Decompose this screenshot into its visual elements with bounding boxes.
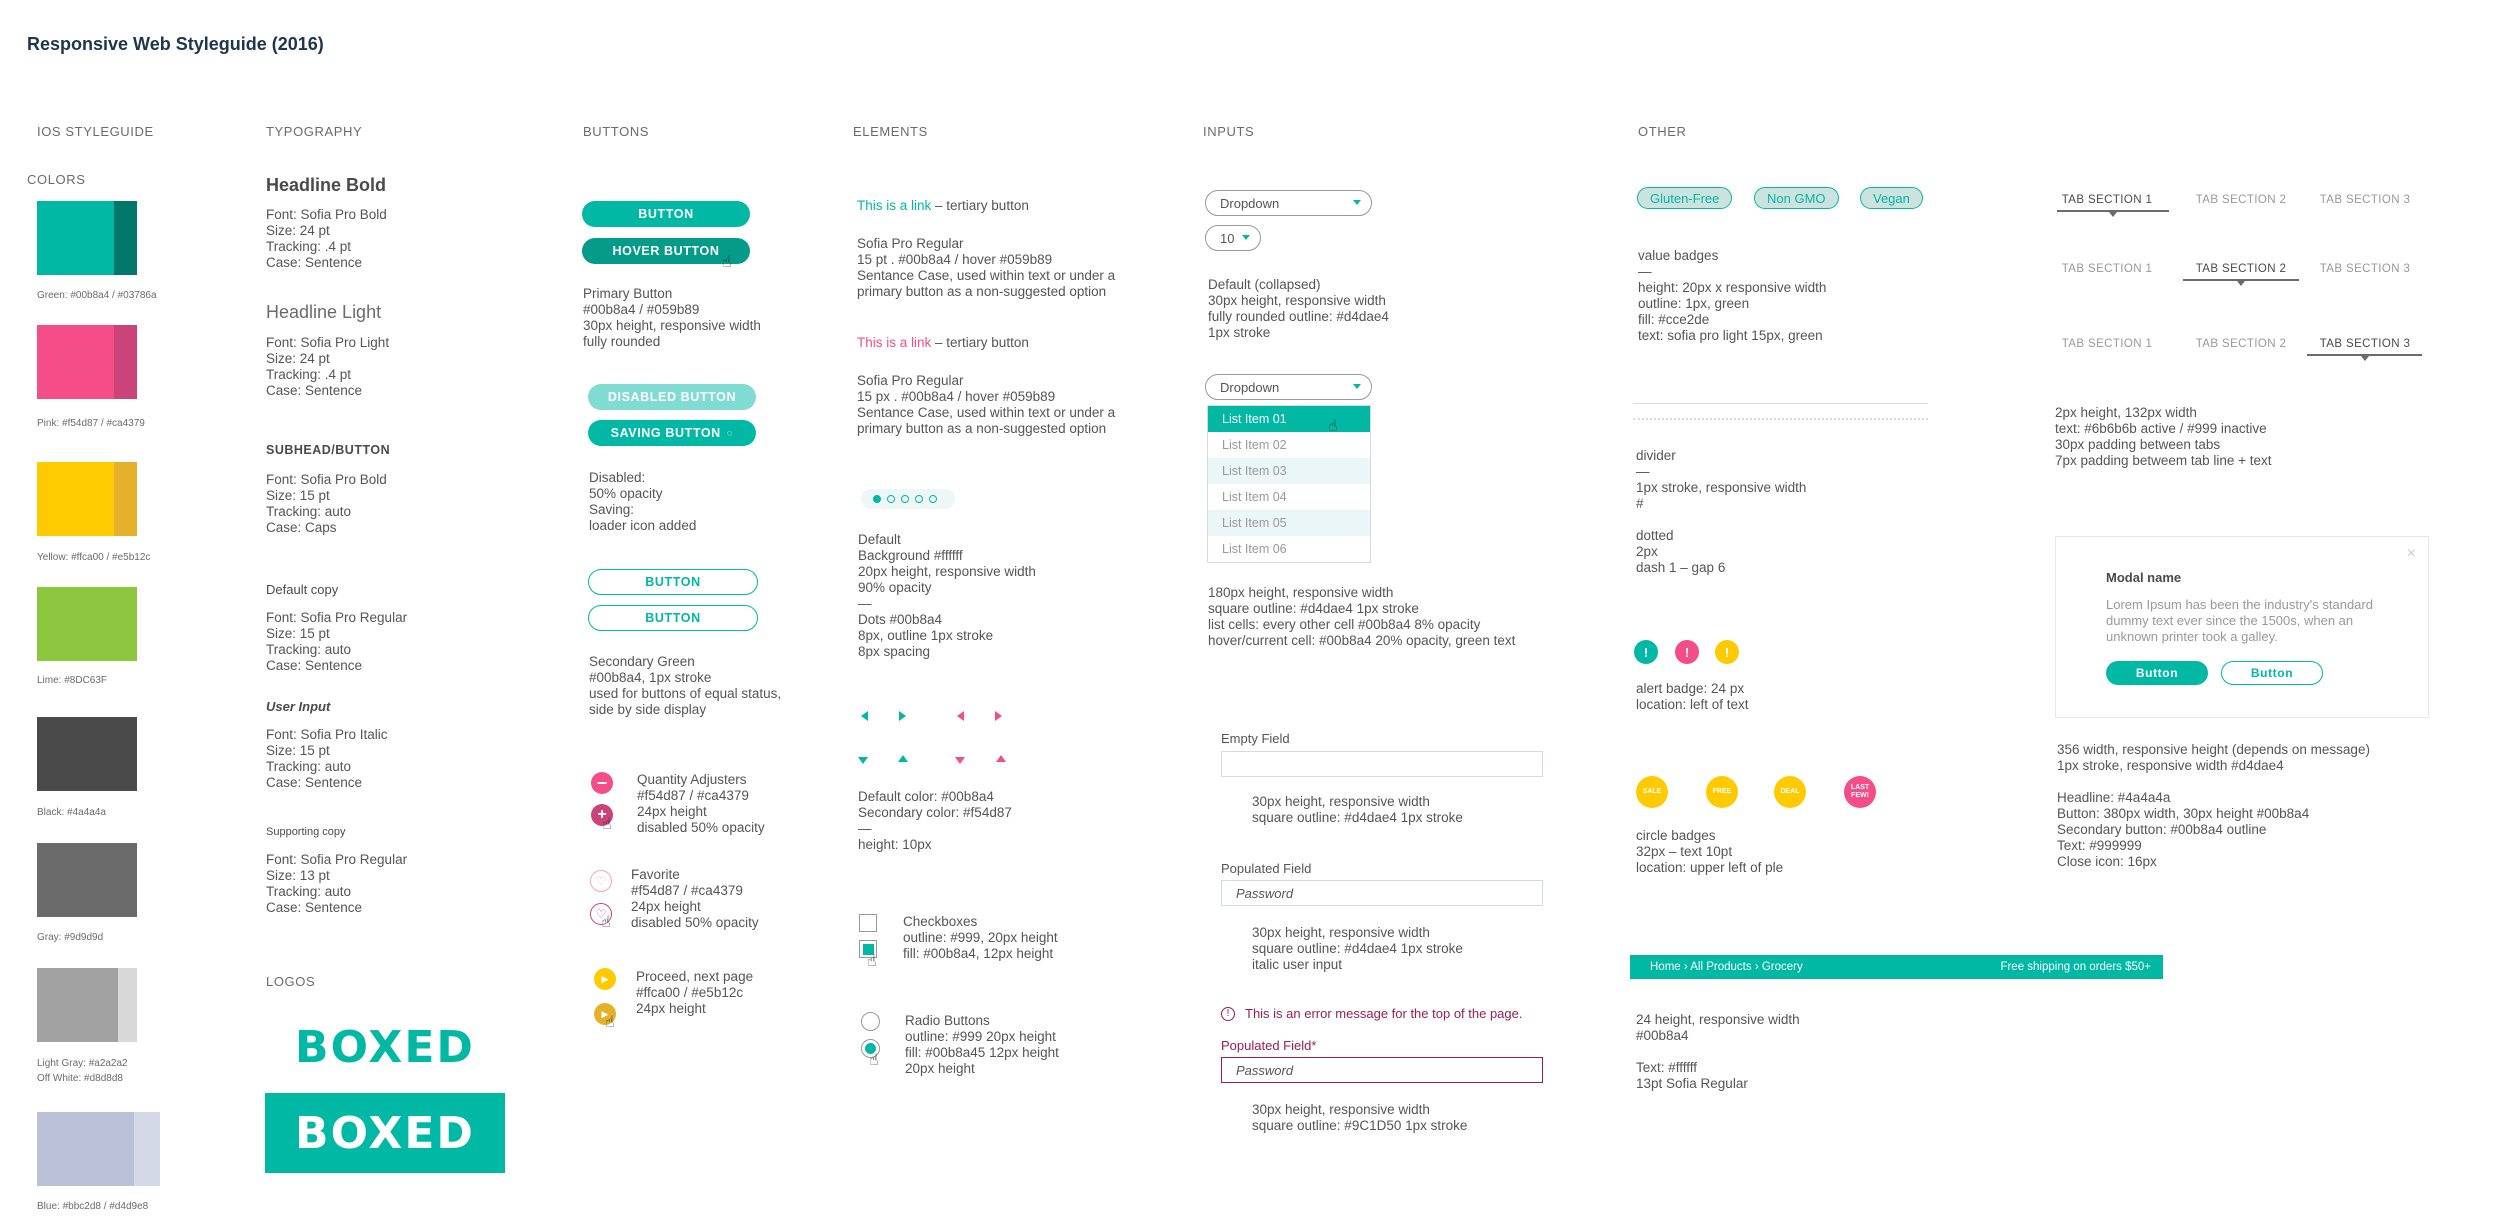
link-row-green bbox=[857, 198, 1029, 213]
plus-icon[interactable]: + bbox=[591, 804, 613, 826]
swatch-blue-accent bbox=[134, 1112, 160, 1186]
cursor-hand-icon: ☝ bbox=[602, 816, 612, 833]
cursor-hand-icon: ☝ bbox=[722, 254, 732, 271]
last-few-badge: LAST FEW! bbox=[1844, 776, 1876, 808]
column-header-elements: ELEMENTS bbox=[853, 124, 928, 139]
tab-section-1[interactable]: TAB SECTION 1 bbox=[2061, 338, 2153, 350]
typo-user-input: User Input bbox=[266, 699, 331, 714]
dropdown-value: Dropdown bbox=[1220, 379, 1280, 395]
dropdown-select[interactable] bbox=[1205, 190, 1372, 216]
error-field-spec: 30px height, responsive width square outline: #9C1D50 1px stroke bbox=[1252, 1102, 1468, 1133]
tab-notch-icon bbox=[2237, 281, 2245, 286]
tab-section-3[interactable]: TAB SECTION 3 bbox=[2319, 263, 2411, 275]
list-item[interactable]: List Item 06 bbox=[1222, 542, 1287, 556]
value-badge: Gluten-Free bbox=[1637, 187, 1732, 209]
tab-section-3[interactable]: TAB SECTION 3 bbox=[2319, 338, 2411, 350]
proceed-spec: Proceed, next page #ffca00 / #e5b12c 24px height bbox=[636, 969, 754, 1016]
breadcrumb-banner bbox=[1630, 955, 2163, 979]
pagination-dots[interactable] bbox=[861, 489, 955, 509]
error-password-field[interactable]: Password bbox=[1221, 1057, 1543, 1083]
page-title: Responsive Web Styleguide (2016) bbox=[27, 34, 324, 54]
swatch-black-main bbox=[37, 717, 137, 791]
column-header-ios: IOS STYLEGUIDE bbox=[37, 124, 154, 139]
swatch-lightgray bbox=[37, 968, 137, 1042]
typo-headline-bold-spec: Font: Sofia Pro Bold Size: 24 pt Tracking: .4 pt Case: Sentence bbox=[266, 207, 387, 270]
tab-section-2[interactable]: TAB SECTION 2 bbox=[2195, 338, 2287, 350]
swatch-label: Gray: #9d9d9d bbox=[37, 932, 104, 943]
play-icon[interactable]: ▶ bbox=[594, 968, 616, 990]
cursor-hand-icon: ☝ bbox=[605, 1014, 615, 1031]
swatch-label: Off White: #d8d8d8 bbox=[37, 1073, 123, 1084]
swatch-gray-main bbox=[37, 843, 137, 917]
cursor-hand-icon: ☝ bbox=[867, 953, 877, 970]
tab-section-3[interactable]: TAB SECTION 3 bbox=[2319, 194, 2411, 206]
radio-unselected[interactable] bbox=[861, 1012, 880, 1031]
empty-field-label: Empty Field bbox=[1221, 731, 1290, 746]
arrow-right-icon[interactable] bbox=[899, 711, 906, 721]
swatch-green-main bbox=[37, 201, 114, 275]
typo-headline-light: Headline Light bbox=[266, 302, 382, 322]
alert-badge-icon: ! bbox=[1715, 640, 1739, 664]
modal-title: Modal name bbox=[2106, 570, 2182, 585]
arrow-up-icon[interactable] bbox=[898, 755, 908, 762]
list-item[interactable]: List Item 05 bbox=[1208, 510, 1370, 536]
typo-default-copy: Default copy bbox=[266, 582, 339, 597]
heart-icon[interactable]: ♡ bbox=[590, 903, 612, 925]
tab-notch-icon bbox=[2361, 356, 2369, 361]
arrow-down-icon[interactable] bbox=[955, 757, 965, 764]
disabled-button-spec: Disabled: 50% opacity Saving: loader icon added bbox=[589, 470, 697, 533]
swatch-yellow-main bbox=[37, 462, 114, 536]
dropdown-value: Dropdown bbox=[1220, 195, 1280, 211]
arrow-left-icon[interactable] bbox=[861, 711, 868, 721]
quantity-adjusters-spec: Quantity Adjusters #f54d87 / #ca4379 24px height disabled 50% opacity bbox=[637, 772, 765, 835]
boxed-logo-text: BOXED bbox=[295, 1107, 475, 1159]
logos-label: LOGOS bbox=[266, 974, 316, 989]
list-item[interactable]: List Item 02 bbox=[1222, 438, 1287, 452]
link-pink-spec: Sofia Pro Regular 15 px . #00b8a4 / hover #059b89 Sentance Case, used within text or under a primary button as a non-suggested option bbox=[857, 373, 1116, 436]
banner-spec: 24 height, responsive width #00b8a4 Text: #ffffff 13pt Sofia Regular bbox=[1636, 1012, 1800, 1091]
typo-user-input-spec: Font: Sofia Pro Italic Size: 15 pt Tracking: auto Case: Sentence bbox=[266, 727, 388, 790]
typo-headline-light-spec: Font: Sofia Pro Light Size: 24 pt Tracking: .4 pt Case: Sentence bbox=[266, 335, 390, 398]
swatch-label: Lime: #8DC63F bbox=[37, 675, 108, 686]
swatch-label: Pink: #f54d87 / #ca4379 bbox=[37, 418, 145, 429]
swatch-label: Blue: #bbc2d8 / #d4d9e8 bbox=[37, 1201, 149, 1212]
column-header-typography: TYPOGRAPHY bbox=[266, 124, 363, 139]
tab-section-2[interactable]: TAB SECTION 2 bbox=[2195, 194, 2287, 206]
list-item[interactable]: List Item 03 bbox=[1208, 458, 1370, 484]
modal-primary-button[interactable]: Button bbox=[2106, 661, 2208, 685]
shipping-promo[interactable]: Free shipping on orders $50+ bbox=[2000, 961, 2151, 973]
minus-icon[interactable]: − bbox=[591, 772, 613, 794]
swatch-label: Light Gray: #a2a2a2 bbox=[37, 1058, 128, 1069]
play-icon[interactable]: ▶ bbox=[594, 1003, 616, 1025]
saving-button-label: SAVING BUTTON bbox=[610, 426, 721, 440]
dot-icon[interactable] bbox=[915, 495, 923, 503]
heart-icon[interactable]: ♡ bbox=[590, 870, 612, 892]
typo-default-copy-spec: Font: Sofia Pro Regular Size: 15 pt Tracking: auto Case: Sentence bbox=[266, 610, 408, 673]
tab-notch-icon bbox=[2109, 212, 2117, 217]
value-badge: Non GMO bbox=[1754, 187, 1839, 209]
empty-field[interactable] bbox=[1221, 751, 1543, 777]
swatch-lime bbox=[37, 587, 137, 661]
sale-badge: SALE bbox=[1636, 776, 1668, 808]
colors-label: COLORS bbox=[27, 172, 86, 187]
modal-body: Lorem Ipsum has been the industry's standard dummy text ever since the 1500s, when an unknown printer took a galley. bbox=[2106, 597, 2373, 644]
tabs-spec: 2px height, 132px width text: #6b6b6b active / #999 inactive 30px padding between tabs 7px padding betweem tab line + text bbox=[2055, 405, 2272, 468]
typo-subhead: SUBHEAD/BUTTON bbox=[266, 443, 391, 457]
modal-spec: 356 width, responsive height (depends on message) 1px stroke, responsive width #d4dae4 Headline: #4a4a4a Button: 380px width, 30px height #00b8a4 Secondary button: #00b8a4 outline Text: #999999 Close icon: 16px bbox=[2057, 742, 2370, 869]
dropdown-open[interactable] bbox=[1205, 374, 1372, 400]
error-field-label: Populated Field* bbox=[1221, 1038, 1317, 1053]
arrow-left-icon[interactable] bbox=[957, 711, 964, 721]
disabled-button[interactable]: DISABLED BUTTON bbox=[588, 384, 756, 410]
populated-field-label: Populated Field bbox=[1221, 861, 1312, 876]
favorite-spec: Favorite #f54d87 / #ca4379 24px height disabled 50% opacity bbox=[631, 867, 759, 930]
error-icon: ! bbox=[1221, 1007, 1235, 1021]
value-badges-spec: value badges — height: 20px x responsive width outline: 1px, green fill: #cce2de text: sofia pro light 15px, green bbox=[1638, 248, 1827, 343]
swatch-blue bbox=[37, 1112, 160, 1186]
secondary-button-spec: Secondary Green #00b8a4, 1px stroke used for buttons of equal status, side by side display bbox=[589, 654, 782, 717]
cursor-hand-icon: ☝ bbox=[869, 1052, 879, 1069]
tab-section-1[interactable]: TAB SECTION 1 bbox=[2061, 194, 2153, 206]
swatch-label: Black: #4a4a4a bbox=[37, 807, 106, 818]
password-field[interactable]: Password bbox=[1221, 880, 1543, 906]
swatch-black bbox=[37, 717, 137, 791]
link-green-spec: Sofia Pro Regular 15 pt . #00b8a4 / hover #059b89 Sentance Case, used within text or under a primary button as a non-suggested option bbox=[857, 236, 1116, 299]
error-message-text: This is an error message for the top of the page. bbox=[1245, 1006, 1523, 1021]
checkbox-unchecked[interactable] bbox=[859, 914, 877, 932]
swatch-yellow bbox=[37, 462, 137, 536]
swatch-green bbox=[37, 201, 137, 275]
column-header-other: OTHER bbox=[1638, 124, 1687, 139]
checkbox-spec: Checkboxes outline: #999, 20px height fill: #00b8a4, 12px height bbox=[903, 914, 1058, 961]
swatch-gray bbox=[37, 843, 137, 917]
secondary-button[interactable]: BUTTON bbox=[588, 605, 758, 631]
deal-badge: DEAL bbox=[1774, 776, 1806, 808]
saving-button[interactable] bbox=[588, 420, 756, 446]
dot-icon[interactable] bbox=[873, 495, 881, 503]
radio-spec: Radio Buttons outline: #999 20px height fill: #00b8a45 12px height 20px height bbox=[905, 1013, 1059, 1076]
primary-button[interactable]: BUTTON bbox=[582, 201, 750, 227]
tertiary-link-suffix: – tertiary button bbox=[931, 198, 1029, 213]
swatch-pink-main bbox=[37, 325, 114, 399]
tertiary-link-pink[interactable]: This is a link bbox=[857, 335, 932, 350]
quantity-select[interactable] bbox=[1205, 225, 1261, 251]
modal-dialog bbox=[2055, 536, 2429, 718]
swatch-yellow-accent bbox=[114, 462, 137, 536]
chevron-down-icon bbox=[1353, 384, 1361, 389]
breadcrumb[interactable]: Home › All Products › Grocery bbox=[1650, 961, 1803, 973]
circle-badges-spec: circle badges 32px – text 10pt location: upper left of ple bbox=[1636, 828, 1784, 875]
arrows-spec: Default color: #00b8a4 Secondary color: #f54d87 — height: 10px bbox=[858, 789, 1012, 852]
swatch-green-accent bbox=[114, 201, 137, 275]
boxed-logo: BOXED bbox=[295, 1022, 475, 1073]
typo-headline-bold: Headline Bold bbox=[266, 175, 387, 195]
tab-section-2[interactable]: TAB SECTION 2 bbox=[2195, 263, 2287, 275]
arrow-up-icon[interactable] bbox=[996, 755, 1006, 762]
swatch-offwhite bbox=[118, 968, 137, 1042]
arrow-right-icon[interactable] bbox=[995, 711, 1002, 721]
dropdown-list-spec: 180px height, responsive width square outline: #d4dae4 1px stroke list cells: every other cell #00b8a4 8% opacity hover/current cell: #00b8a4 20% opacity, green text bbox=[1208, 585, 1516, 648]
alert-badge-icon: ! bbox=[1634, 640, 1658, 664]
free-badge: FREE bbox=[1706, 776, 1738, 808]
dot-icon[interactable] bbox=[901, 495, 909, 503]
alert-badge-icon: ! bbox=[1675, 640, 1699, 664]
dot-icon[interactable] bbox=[929, 495, 937, 503]
swatch-pink bbox=[37, 325, 137, 399]
swatch-label: Yellow: #ffca00 / #e5b12c bbox=[37, 552, 151, 563]
quantity-value: 10 bbox=[1220, 230, 1235, 246]
hover-button[interactable]: HOVER BUTTON bbox=[582, 238, 750, 264]
swatch-blue-main bbox=[37, 1112, 134, 1186]
tertiary-link-suffix: – tertiary button bbox=[931, 335, 1029, 350]
boxed-logo-reversed bbox=[265, 1093, 505, 1173]
dropdown-list bbox=[1207, 405, 1371, 563]
link-row-pink bbox=[857, 335, 1029, 350]
chevron-down-icon bbox=[1353, 200, 1361, 205]
secondary-button[interactable]: BUTTON bbox=[588, 569, 758, 595]
typo-supporting-spec: Font: Sofia Pro Regular Size: 13 pt Tracking: auto Case: Sentence bbox=[266, 852, 408, 915]
divider-spec: divider — 1px stroke, responsive width # dotted 2px dash 1 – gap 6 bbox=[1636, 448, 1807, 575]
typo-supporting: Supporting copy bbox=[266, 826, 346, 838]
empty-field-spec: 30px height, responsive width square outline: #d4dae4 1px stroke bbox=[1252, 794, 1463, 825]
close-icon[interactable]: × bbox=[2406, 545, 2416, 562]
populated-field-spec: 30px height, responsive width square outline: #d4dae4 1px stroke italic user input bbox=[1252, 925, 1463, 972]
cursor-hand-icon: ☝ bbox=[1328, 418, 1338, 435]
tertiary-link-green[interactable]: This is a link bbox=[857, 198, 932, 213]
dots-spec: Default Background #ffffff 20px height, responsive width 90% opacity — Dots #00b8a4 8px, outline 1px stroke 8px spacing bbox=[858, 532, 1036, 659]
list-item[interactable]: List Item 04 bbox=[1222, 490, 1287, 504]
divider-dotted bbox=[1633, 418, 1928, 420]
swatch-lightgray-main bbox=[37, 968, 118, 1042]
primary-button-spec: Primary Button #00b8a4 / #059b89 30px height, responsive width fully rounded bbox=[583, 286, 761, 349]
column-header-buttons: BUTTONS bbox=[583, 124, 650, 139]
swatch-lime-main bbox=[37, 587, 137, 661]
value-badge: Vegan bbox=[1860, 187, 1923, 209]
swatch-pink-accent bbox=[114, 325, 137, 399]
swatch-label: Green: #00b8a4 / #03786a bbox=[37, 290, 157, 301]
error-message bbox=[1221, 1006, 1522, 1021]
chevron-down-icon bbox=[1242, 235, 1250, 240]
dropdown-collapsed-spec: Default (collapsed) 30px height, responsive width fully rounded outline: #d4dae4 1px stroke bbox=[1208, 277, 1389, 340]
tab-section-1[interactable]: TAB SECTION 1 bbox=[2061, 263, 2153, 275]
arrow-down-icon[interactable] bbox=[858, 757, 868, 764]
cursor-hand-icon: ☝ bbox=[601, 914, 611, 931]
typo-subhead-spec: Font: Sofia Pro Bold Size: 15 pt Tracking: auto Case: Caps bbox=[266, 472, 387, 535]
dot-icon[interactable] bbox=[887, 495, 895, 503]
modal-secondary-button[interactable]: Button bbox=[2221, 661, 2323, 685]
loader-icon: ◌ bbox=[726, 427, 734, 439]
divider bbox=[1633, 403, 1928, 404]
list-item[interactable]: List Item 01 bbox=[1208, 406, 1370, 432]
alert-badge-spec: alert badge: 24 px location: left of text bbox=[1636, 681, 1749, 712]
column-header-inputs: INPUTS bbox=[1203, 124, 1255, 139]
